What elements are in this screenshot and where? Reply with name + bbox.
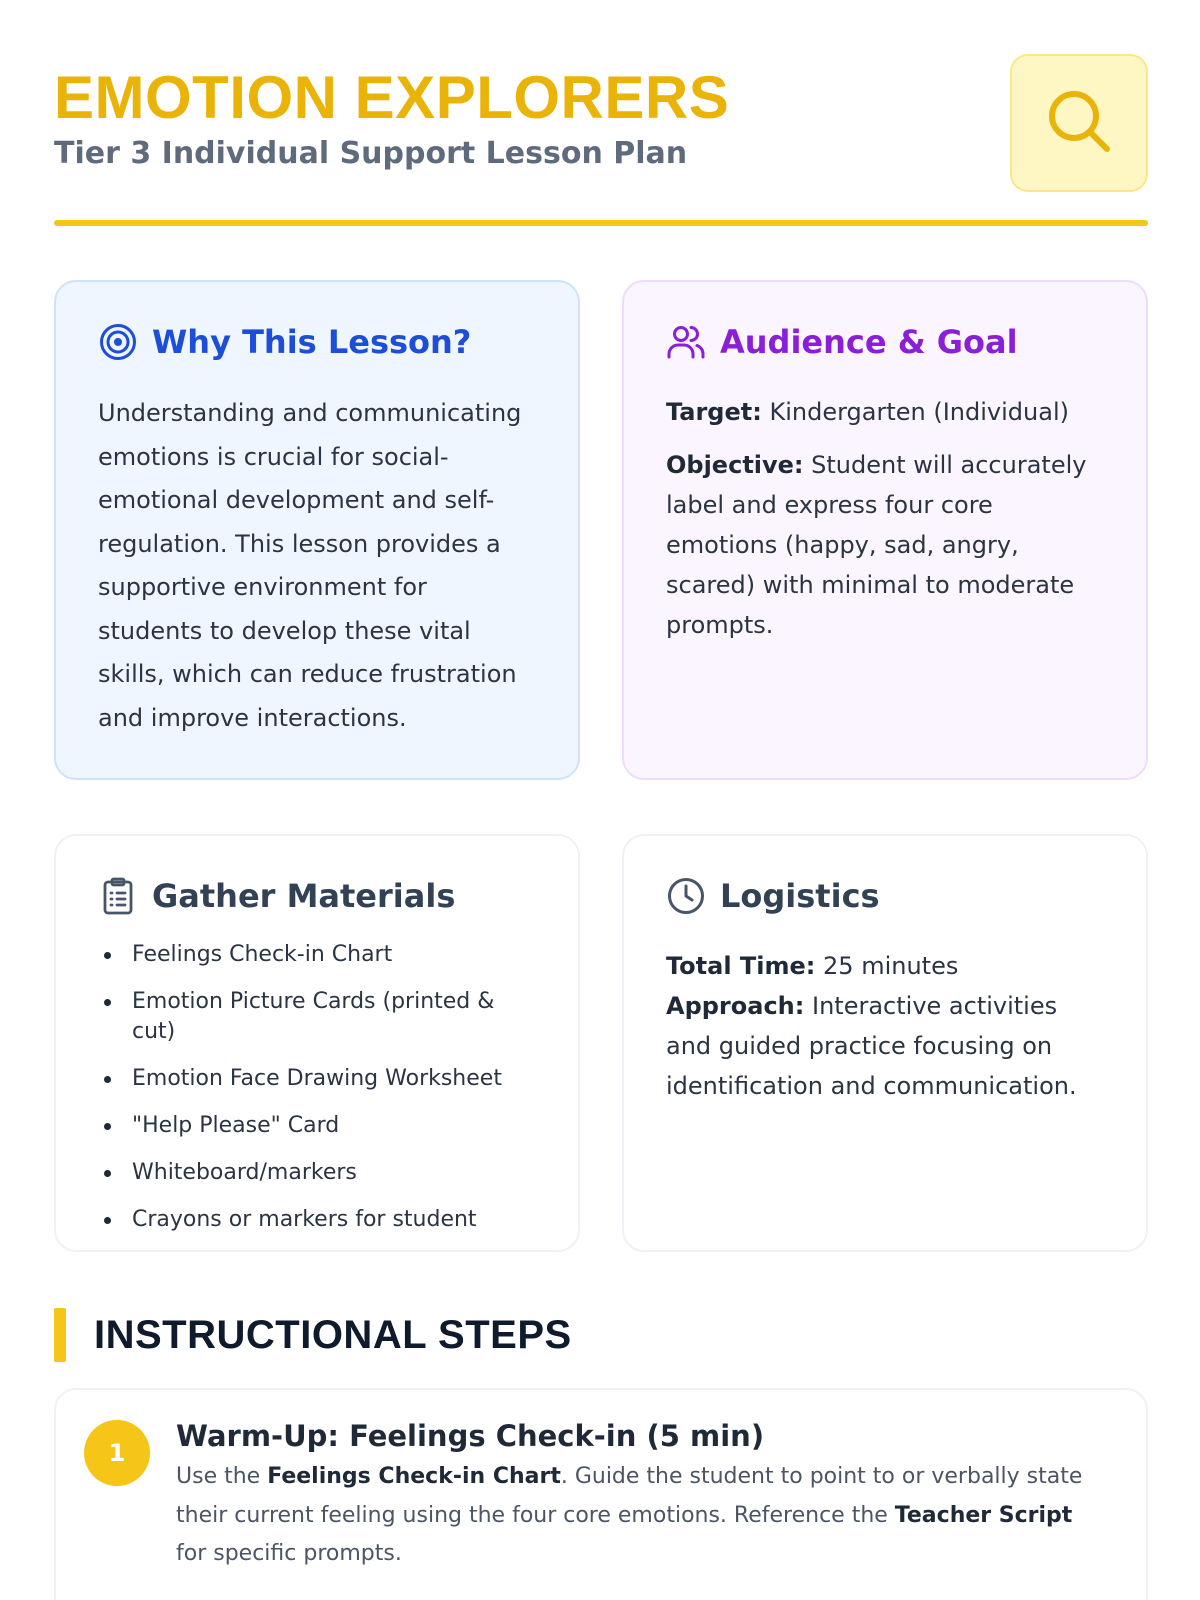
- search-icon: [1043, 85, 1115, 161]
- page-header: [54, 62, 1148, 226]
- list-item: Crayons or markers for student: [98, 1205, 536, 1235]
- list-item: Feelings Check-in Chart: [98, 940, 536, 970]
- why-lesson-title: Why This Lesson?: [152, 323, 472, 361]
- page-title: EMOTION EXPLORERS: [54, 64, 730, 131]
- target-value: Kindergarten (Individual): [761, 398, 1069, 426]
- approach-value: Interactive activities and guided practice focusing on identification and communication.: [666, 992, 1077, 1100]
- logistics-title: Logistics: [720, 877, 880, 915]
- approach-row: [666, 986, 1104, 1106]
- objective-label: Objective:: [666, 451, 804, 479]
- step-card: [54, 1388, 1148, 1600]
- list-item: Emotion Picture Cards (printed & cut): [98, 987, 536, 1047]
- materials-list: [98, 940, 536, 1235]
- step-desc-text: for specific prompts.: [176, 1541, 402, 1566]
- step-number-badge: 1: [84, 1420, 150, 1486]
- target-row: [666, 392, 1104, 432]
- header-divider: [54, 220, 1148, 226]
- step-title: Warm-Up: Feelings Check-in (5 min): [176, 1419, 765, 1453]
- list-item: "Help Please" Card: [98, 1111, 536, 1141]
- list-item: Whiteboard/markers: [98, 1158, 536, 1188]
- clock-icon: [666, 876, 706, 916]
- page-subtitle: Tier 3 Individual Support Lesson Plan: [54, 136, 688, 171]
- logistics-card: [622, 834, 1148, 1252]
- objective-row: [666, 445, 1104, 645]
- audience-goal-title: Audience & Goal: [720, 323, 1018, 361]
- total-time-value: 25 minutes: [815, 952, 959, 980]
- audience-goal-card: [622, 280, 1148, 780]
- approach-label: Approach:: [666, 992, 805, 1020]
- step-desc-bold: Feelings Check-in Chart: [267, 1464, 561, 1489]
- step-desc-text: Use the: [176, 1464, 268, 1489]
- section-accent-bar: [54, 1308, 66, 1362]
- users-icon: [666, 322, 706, 362]
- logo-badge: [1010, 54, 1148, 192]
- total-time-row: [666, 946, 1104, 986]
- target-icon: [98, 322, 138, 362]
- clipboard-list-icon: [98, 876, 138, 916]
- total-time-label: Total Time:: [666, 952, 816, 980]
- step-description: [176, 1458, 1086, 1574]
- materials-card: [54, 834, 580, 1252]
- objective-value: Student will accurately label and express four core emotions (happy, sad, angry, scared) with minimal to moderate prompts.: [666, 451, 1087, 639]
- step-desc-text: . Guide the student to point to or verbally state their current feeling using the four core emotions. Reference the: [176, 1464, 1083, 1528]
- why-lesson-body: Understanding and communicating emotions is crucial for social-emotional development and self-regulation. This lesson provides a supportive environment for students to develop these vital skills, which can reduce frustration and improve interactions.: [98, 399, 522, 732]
- materials-title: Gather Materials: [152, 877, 456, 915]
- list-item: Emotion Face Drawing Worksheet: [98, 1064, 536, 1094]
- target-label: Target:: [666, 398, 762, 426]
- step-desc-bold: Teacher Script: [894, 1502, 1073, 1528]
- steps-heading: INSTRUCTIONAL STEPS: [94, 1312, 572, 1357]
- steps-section-header: [54, 1308, 572, 1362]
- why-lesson-card: [54, 280, 580, 780]
